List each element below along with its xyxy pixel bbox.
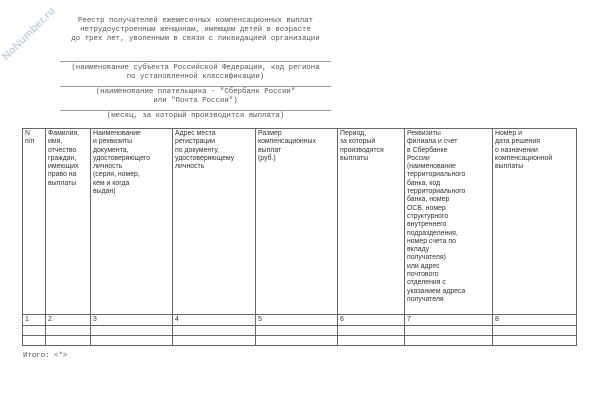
- table-row: [23, 336, 577, 346]
- column-number: 5: [256, 315, 338, 326]
- watermark: NoNumber.ru: [0, 5, 58, 63]
- table-cell: [493, 326, 577, 336]
- column-number: 2: [46, 315, 91, 326]
- title-line: до трех лет, уволенным в связи с ликвидацией организации: [71, 35, 320, 43]
- caption-line: (наименование плательщика - "Сбербанк России": [95, 88, 296, 96]
- column-number: 6: [338, 315, 405, 326]
- caption-line: (наименование субъекта Российской Федерации, код региона: [71, 64, 320, 72]
- table-row: [23, 326, 577, 336]
- document-title: [60, 17, 331, 44]
- title-line: Реестр получателей ежемесячных компенсационных выплат: [77, 17, 314, 25]
- header-cell: [46, 129, 91, 315]
- payer-caption: [50, 88, 341, 106]
- table-cell: [91, 326, 173, 336]
- total-label: Итого: <*>: [23, 352, 68, 360]
- column-number: 7: [405, 315, 493, 326]
- region-blank-line: [60, 61, 331, 62]
- table-cell: [405, 336, 493, 346]
- header-cell: [91, 129, 173, 315]
- table-cell: [91, 336, 173, 346]
- table-cell: [493, 336, 577, 346]
- table-cell: [338, 326, 405, 336]
- table-cell: [46, 336, 91, 346]
- table-cell: [46, 326, 91, 336]
- table-cell: [405, 326, 493, 336]
- column-number: 1: [23, 315, 46, 326]
- region-caption: [50, 64, 341, 82]
- header-cell: [23, 129, 46, 315]
- header-cell: [173, 129, 256, 315]
- column-number-row: [23, 315, 577, 326]
- month-caption: [50, 112, 341, 121]
- table-cell: [256, 326, 338, 336]
- header-cell: [405, 129, 493, 315]
- month-blank-line: [60, 110, 331, 111]
- header-cell: [256, 129, 338, 315]
- table-cell: [23, 326, 46, 336]
- header-text: N п/п: [25, 130, 35, 146]
- table-cell: [173, 326, 256, 336]
- header-text: Период, за который производятся выплаты: [340, 130, 384, 162]
- header-text: Номер и дата решения о назначении компенсационной выплаты: [495, 130, 553, 171]
- table-cell: [338, 336, 405, 346]
- header-text: Реквизиты филиала и счет в Сбербанке России (наименование территориального банка, код территориального банка, номер ОСБ, номер структурного внутреннего подразделения, номер счета по вкладу получателя) или адрес почтового отделения с указанием адреса получателя: [407, 130, 466, 303]
- header-text: Наименование и реквизиты документа, удостоверяющего личность (серия, номер, кем и когда выдан): [93, 130, 151, 196]
- payer-blank-line: [60, 86, 331, 87]
- title-line: нетрудоустроенным женщинам, имеющим детей в возрасте: [80, 26, 311, 34]
- caption-line: или "Почта России"): [153, 97, 238, 105]
- caption-line: по установленной классификации): [126, 73, 265, 81]
- table-cell: [256, 336, 338, 346]
- header-text: Размер компенсационных выплат (руб.): [258, 130, 316, 162]
- header-text: Адрес места регистрации по документу, удостоверяющему личность: [175, 130, 235, 171]
- recipients-table: [22, 128, 577, 346]
- header-cell: [493, 129, 577, 315]
- table-cell: [173, 336, 256, 346]
- column-number: 4: [173, 315, 256, 326]
- column-number: 3: [91, 315, 173, 326]
- table-cell: [23, 336, 46, 346]
- table-header-row: [23, 129, 577, 315]
- column-number: 8: [493, 315, 577, 326]
- caption-line: (месяц, за который производится выплата): [106, 112, 285, 120]
- header-cell: [338, 129, 405, 315]
- header-text: Фамилия, имя, отчество граждан, имеющих право на выплаты: [48, 130, 80, 187]
